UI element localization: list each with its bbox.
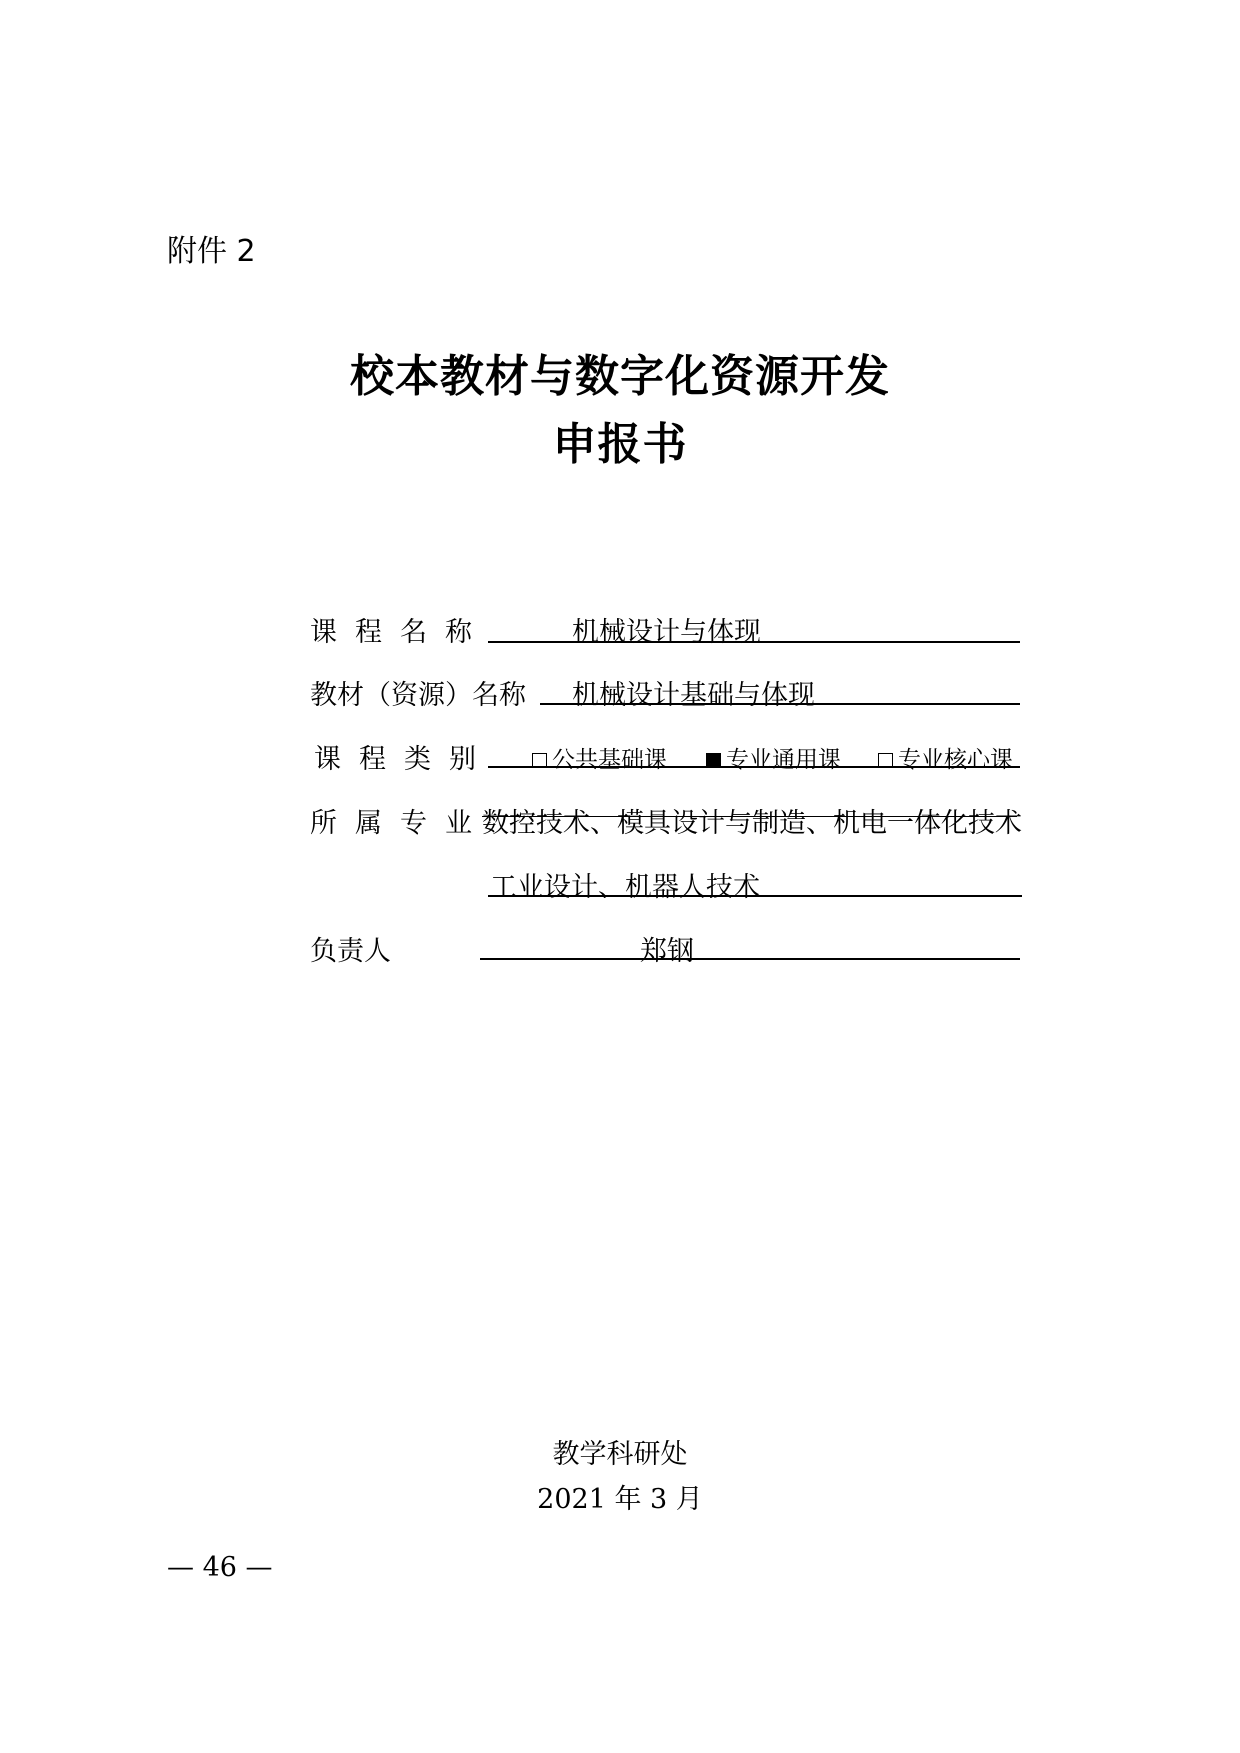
issue-date: 2021 年 3 月 bbox=[537, 1484, 703, 1515]
course-type-option-public[interactable]: 公共基础课 bbox=[532, 741, 667, 774]
course-type-option-core[interactable]: 专业核心课 bbox=[878, 741, 1013, 774]
course-type-option-general[interactable]: 专业通用课 bbox=[706, 741, 841, 774]
course-name-label: 课程名称 bbox=[310, 617, 490, 648]
checkbox-unchecked-icon bbox=[878, 753, 893, 768]
checkbox-checked-icon bbox=[706, 753, 721, 768]
material-name-value: 机械设计基础与体现 bbox=[572, 680, 815, 711]
document-title: 校本教材与数字化资源开发 bbox=[350, 351, 890, 402]
leader-value: 郑钢 bbox=[640, 936, 694, 967]
attachment-label: 附件 2 bbox=[167, 234, 256, 269]
major-value-line1: 数控技术、模具设计与制造、机电一体化技术 bbox=[482, 808, 1022, 839]
course-type-label: 课程类别 bbox=[314, 744, 494, 775]
major-underline bbox=[488, 895, 1022, 897]
major-strike-line bbox=[482, 816, 1017, 817]
checkbox-unchecked-icon bbox=[532, 753, 547, 768]
document-subtitle: 申报书 bbox=[552, 419, 688, 470]
major-label: 所属专业 bbox=[310, 808, 490, 839]
leader-label: 负责人 bbox=[310, 936, 391, 967]
issuing-department: 教学科研处 bbox=[552, 1439, 688, 1470]
material-name-label: 教材（资源）名称 bbox=[310, 680, 526, 711]
major-value-line2: 工业设计、机器人技术 bbox=[490, 872, 760, 903]
leader-underline bbox=[480, 958, 1020, 960]
page-number: — 46 — bbox=[167, 1552, 273, 1583]
course-name-value: 机械设计与体现 bbox=[572, 617, 761, 648]
